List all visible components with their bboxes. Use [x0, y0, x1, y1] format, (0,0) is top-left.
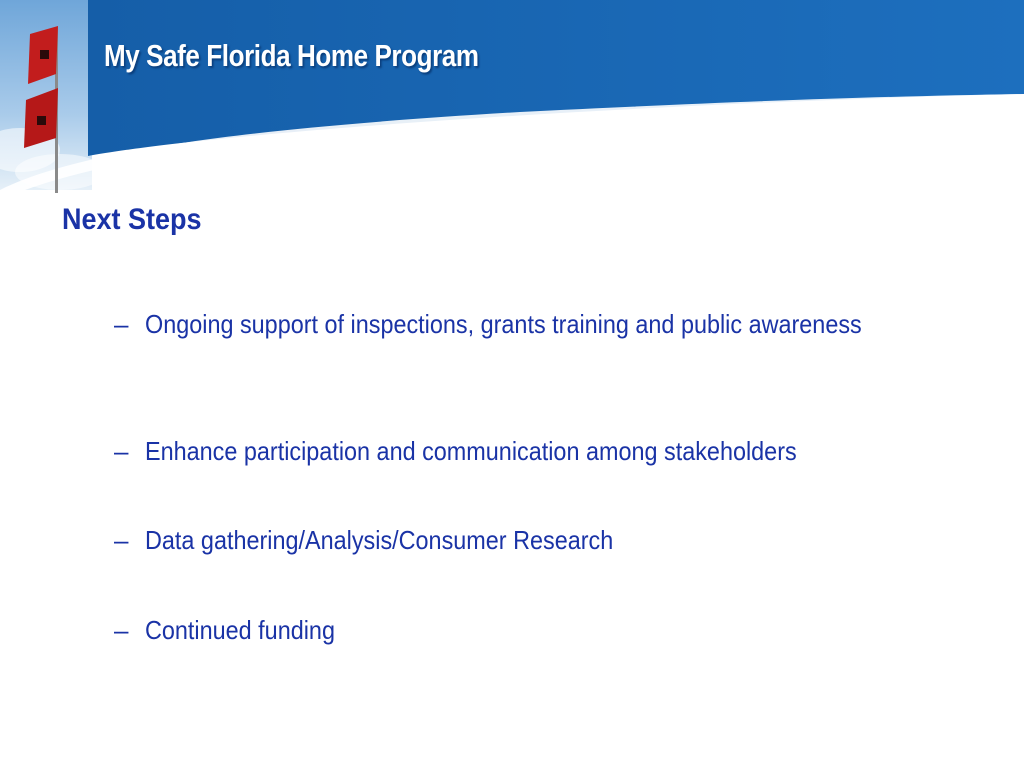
header-banner — [0, 0, 1024, 200]
bullet-text: Data gathering/Analysis/Consumer Research — [145, 525, 614, 555]
bullet-dash: – — [114, 309, 129, 339]
bullet-item — [114, 612, 954, 648]
bullet-item — [114, 433, 954, 469]
slide-heading: Next Steps — [62, 203, 202, 236]
bullet-dash: – — [114, 615, 129, 645]
bullet-text: Continued funding — [145, 615, 335, 645]
program-title: My Safe Florida Home Program — [104, 38, 479, 73]
bullet-text: Ongoing support of inspections, grants training and public awareness — [145, 309, 862, 339]
bullet-dash: – — [114, 436, 129, 466]
bullet-item — [114, 522, 954, 558]
bullet-text: Enhance participation and communication among stakeholders — [145, 436, 797, 466]
bullet-dash: – — [114, 525, 129, 555]
bullet-item — [114, 306, 954, 342]
